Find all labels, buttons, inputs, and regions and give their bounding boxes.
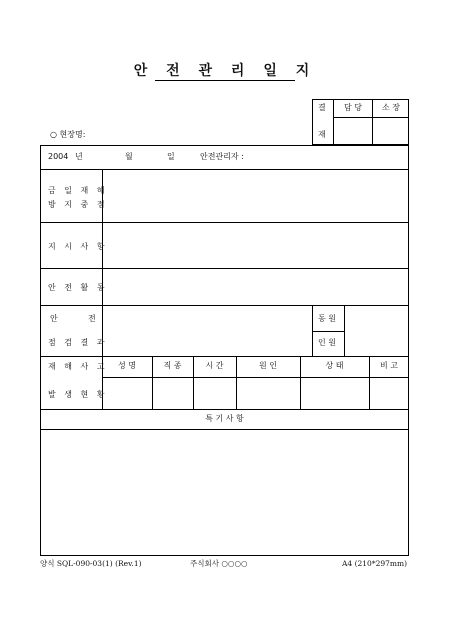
inspection-result-field[interactable]	[104, 307, 310, 354]
approval-label-bottom: 재	[318, 130, 326, 139]
date-year: 2004	[48, 152, 69, 161]
safety-activities-field[interactable]	[104, 270, 407, 303]
safety-activities-label: 안 전 활 동	[48, 283, 108, 292]
date-month-unit: 월	[125, 152, 133, 161]
safety-manager-field[interactable]	[250, 148, 405, 166]
row-divider	[40, 268, 409, 269]
row-divider	[40, 169, 409, 170]
row-divider	[40, 409, 409, 410]
approval-label-top: 결	[318, 103, 326, 112]
accident-header-cause: 원 인	[259, 361, 277, 370]
approval-divider-h	[333, 117, 409, 118]
row-divider	[40, 222, 409, 223]
site-name-label: ○ 현장명:	[50, 130, 86, 139]
instructions-field[interactable]	[104, 224, 407, 266]
special-notes-header: 특 기 사 항	[205, 414, 244, 423]
personnel-label: 인 원	[318, 338, 336, 347]
date-day-unit: 일	[167, 152, 175, 161]
accident-cause-field[interactable]	[238, 379, 299, 408]
special-notes-field[interactable]	[42, 431, 408, 554]
row-divider	[40, 356, 409, 357]
accident-prevention-label-1: 금 일 재 해	[48, 186, 108, 195]
accident-label-2: 발 생 현 황	[48, 390, 108, 399]
footer-form-number: 양식 SQL-090-03(1) (Rev.1)	[40, 559, 142, 568]
row-divider	[102, 377, 409, 378]
accident-header-job: 직 종	[163, 361, 182, 370]
approval-sign-director[interactable]	[374, 119, 408, 144]
row-divider	[40, 429, 409, 430]
title-underline	[155, 80, 295, 81]
row-divider	[40, 305, 409, 306]
col-divider	[344, 305, 345, 356]
accident-remarks-field[interactable]	[371, 379, 408, 408]
mobilized-label: 동 원	[318, 314, 336, 323]
inspection-label-a: 안	[50, 314, 58, 323]
date-year-unit: 년	[75, 152, 83, 161]
approval-col-director: 소 장	[382, 103, 400, 112]
accident-header-time: 시 간	[205, 361, 224, 370]
approval-divider-v2	[372, 99, 373, 145]
accident-header-status: 상 태	[325, 361, 344, 370]
instructions-label: 지 시 사 항	[48, 242, 108, 251]
personnel-count-field[interactable]	[346, 307, 407, 354]
accident-name-field[interactable]	[104, 379, 151, 408]
accident-status-field[interactable]	[302, 379, 368, 408]
approval-col-manager: 담 당	[344, 103, 362, 112]
footer-company: 주식회사 ○○○○	[190, 559, 248, 568]
accident-header-name: 성 명	[118, 361, 136, 370]
accident-prevention-field[interactable]	[104, 171, 407, 220]
inspection-label-b: 전	[88, 314, 96, 323]
row-divider	[312, 331, 344, 332]
inspection-result-label: 점 검 결 과	[48, 338, 108, 347]
accident-time-field[interactable]	[195, 379, 235, 408]
accident-job-field[interactable]	[154, 379, 192, 408]
approval-divider-v1	[333, 99, 334, 145]
col-divider	[312, 305, 313, 356]
footer-paper-size: A4 (210*297mm)	[342, 559, 408, 568]
accident-label-1: 재 해 사 고	[48, 362, 108, 371]
safety-manager-label: 안전관리자 :	[200, 152, 244, 161]
accident-header-remarks: 비 고	[380, 361, 398, 370]
document-title: 안 전 관 리 일 지	[133, 63, 317, 79]
approval-sign-manager[interactable]	[335, 119, 371, 144]
accident-prevention-label-2: 방 지 중 점	[48, 200, 108, 209]
